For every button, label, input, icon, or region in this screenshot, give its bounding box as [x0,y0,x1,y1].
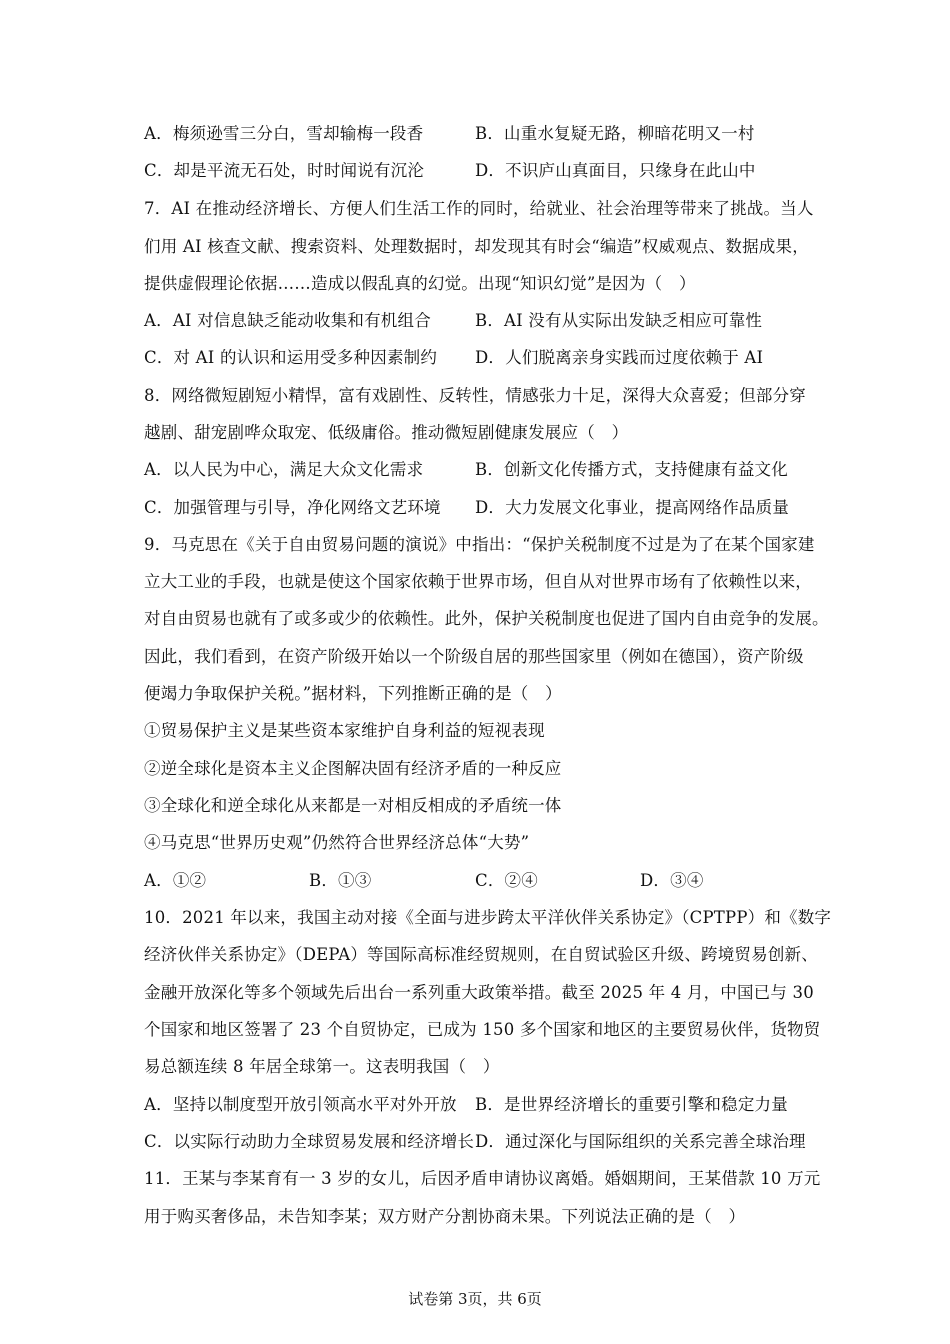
q6-option-a: A．梅须逊雪三分白，雪却输梅一段香 [144,124,424,143]
q7-option-d: D．人们脱离亲身实践而过度依赖于 AI [475,348,764,367]
q10-option-c: C．以实际行动助力全球贸易发展和经济增长 [144,1132,475,1151]
q10-stem-line: 经济伙伴关系协定》（DEPA）等国际高标准经贸规则，在自贸试验区升级、跨境贸易创新、 [144,945,818,964]
q6-option-b: B．山重水复疑无路，柳暗花明又一村 [475,124,755,143]
q11-stem-line: 11．王某与李某育有一 3 岁的女儿，后因矛盾申请协议离婚。婚姻期间，王某借款 10 万元 [144,1169,821,1188]
q10-option-a: A．坚持以制度型开放引领高水平对外开放 [144,1095,457,1114]
q8-stem-line: 8．网络微短剧短小精悍，富有戏剧性、反转性，情感张力十足，深得大众喜爱；但部分穿 [144,386,806,405]
q9-stem-line: 便竭力争取保护关税。”据材料，下列推断正确的是（ ） [144,684,562,703]
q9-option-a: A．①② [144,871,207,890]
q8-option-b: B．创新文化传播方式，支持健康有益文化 [475,460,788,479]
q8-stem-line: 越剧、甜宠剧哗众取宠、低级庸俗。推动微短剧健康发展应（ ） [144,423,629,442]
q9-statement: ②逆全球化是资本主义企图解决固有经济矛盾的一种反应 [144,759,562,778]
q7-stem-line: 们用 AI 核查文献、搜索资料、处理数据时，却发现其有时会“编造”权威观点、数据成果， [144,237,809,256]
q9-statement: ①贸易保护主义是某些资本家维护自身利益的短视表现 [144,721,545,740]
q11-stem-line: 用于购买奢侈品，未告知李某；双方财产分割协商未果。下列说法正确的是（ ） [144,1207,746,1226]
q8-option-c: C．加强管理与引导，净化网络文艺环境 [144,498,441,517]
q10-stem-line: 金融开放深化等多个领域先后出台一系列重大政策举措。截至 2025 年 4 月，中国已与 30 [144,983,814,1002]
q9-statement: ④马克思“世界历史观”仍然符合世界经济总体“大势” [144,833,530,852]
q9-option-b: B．①③ [309,871,372,890]
q7-option-a: A．AI 对信息缺乏能动收集和有机组合 [144,311,431,330]
q10-stem-line: 10．2021 年以来，我国主动对接《全面与进步跨太平洋伙伴关系协定》（CPTPP）和《数字 [144,908,832,927]
q10-stem-line: 易总额连续 8 年居全球第一。这表明我国（ ） [144,1057,500,1076]
q7-stem-line: 提供虚假理论依据……造成以假乱真的幻觉。出现“知识幻觉”是因为（ ） [144,274,696,293]
q7-option-b: B．AI 没有从实际出发缺乏相应可靠性 [475,311,763,330]
q8-option-d: D．大力发展文化事业，提高网络作品质量 [475,498,790,517]
q7-option-c: C．对 AI 的认识和运用受多种因素制约 [144,348,438,367]
q9-stem-line: 因此，我们看到，在资产阶级开始以一个阶级自居的那些国家里（例如在德国），资产阶级 [144,647,804,666]
page-footer: 试卷第 3页，共 6页 [408,1290,542,1308]
q9-stem-line: 对自由贸易也就有了或多或少的依赖性。此外，保护关税制度也促进了国内自由竞争的发展。 [144,609,829,628]
q8-option-a: A．以人民为中心，满足大众文化需求 [144,460,424,479]
q6-option-d: D．不识庐山真面目，只缘身在此山中 [475,161,756,180]
q6-option-c: C．却是平流无石处，时时闻说有沉沦 [144,161,425,180]
q9-stem-line: 9．马克思在《关于自由贸易问题的演说》中指出：“保护关税制度不过是为了在某个国家建 [144,535,815,554]
q9-option-d: D．③④ [640,871,704,890]
q7-stem-line: 7．AI 在推动经济增长、方便人们生活工作的同时，给就业、社会治理等带来了挑战。当人 [144,199,814,218]
q10-stem-line: 个国家和地区签署了 23 个自贸协定，已成为 150 多个国家和地区的主要贸易伙伴，货物贸 [144,1020,821,1039]
q9-option-c: C．②④ [475,871,538,890]
q10-option-d: D．通过深化与国际组织的关系完善全球治理 [475,1132,806,1151]
q9-stem-line: 立大工业的手段，也就是使这个国家依赖于世界市场，但自从对世界市场有了依赖性以来， [144,572,812,591]
q10-option-b: B．是世界经济增长的重要引擎和稳定力量 [475,1095,788,1114]
q9-statement: ③全球化和逆全球化从来都是一对相反相成的矛盾统一体 [144,796,562,815]
